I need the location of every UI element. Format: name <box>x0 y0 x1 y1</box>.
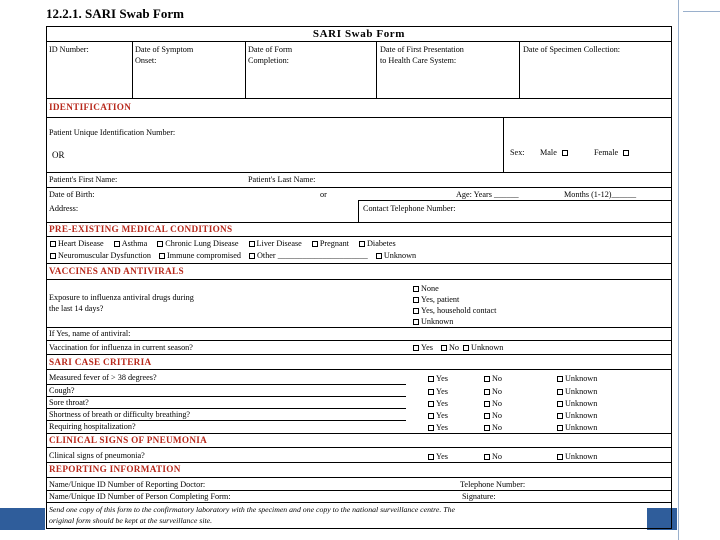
date-symptom-label-2: Onset: <box>135 56 157 65</box>
liver-disease-checkbox[interactable] <box>249 241 255 247</box>
conditions-row-2: Neuromuscular Dysfunction Immune compromised Other ______________________ Unknown <box>50 251 416 261</box>
date-form-label-1: Date of Form <box>248 45 293 54</box>
criteria-no-option: No <box>484 411 502 421</box>
criteria-question: Requiring hospitalization? <box>49 422 136 431</box>
immune-checkbox[interactable] <box>159 253 165 259</box>
criteria-no-checkbox[interactable] <box>484 376 490 382</box>
criteria-no-option: No <box>484 399 502 409</box>
criteria-unknown-checkbox[interactable] <box>557 413 563 419</box>
criteria-yes-checkbox[interactable] <box>428 401 434 407</box>
vaccination-unknown-checkbox[interactable] <box>463 345 469 351</box>
criteria-no-checkbox[interactable] <box>484 389 490 395</box>
first-name-label: Patient's First Name: <box>49 175 118 184</box>
pregnant-checkbox[interactable] <box>312 241 318 247</box>
unique-id-label: Patient Unique Identification Number: <box>49 128 176 137</box>
criteria-unknown-option: Unknown <box>557 387 597 397</box>
date-form-label-2: Completion: <box>248 56 289 65</box>
criteria-question: Cough? <box>49 386 75 395</box>
vaccination-options: Yes No Unknown <box>413 343 503 353</box>
slide-edge-top <box>683 11 720 12</box>
months-label: Months (1-12)______ <box>564 190 637 199</box>
date-symptom-label-1: Date of Symptom <box>135 45 194 54</box>
age-label: Age: Years ______ <box>456 190 519 199</box>
conditions-row-1: Heart Disease Asthma Chronic Lung Disease Liver Disease Pregnant Diabetes <box>50 239 396 249</box>
sari-criteria-header: SARI CASE CRITERIA <box>49 357 152 367</box>
criteria-unknown-checkbox[interactable] <box>557 401 563 407</box>
exposure-options: None Yes, patient Yes, household contact Unknown <box>413 283 496 327</box>
exposure-label-2: the last 14 days? <box>49 304 104 313</box>
slide-edge-right <box>678 0 679 540</box>
slide-band-left <box>0 508 45 530</box>
chronic-lung-checkbox[interactable] <box>157 241 163 247</box>
date-specimen-label: Date of Specimen Collection: <box>523 45 621 54</box>
criteria-yes-checkbox[interactable] <box>428 376 434 382</box>
phone-label: Contact Telephone Number: <box>363 204 456 213</box>
criteria-unknown-option: Unknown <box>557 411 597 421</box>
or-label: OR <box>52 150 65 160</box>
address-label: Address: <box>49 204 79 213</box>
asthma-checkbox[interactable] <box>114 241 120 247</box>
last-name-label: Patient's Last Name: <box>248 175 316 184</box>
reporting-header: REPORTING INFORMATION <box>49 464 181 474</box>
dob-label: Date of Birth: <box>49 190 95 199</box>
exposure-label-1: Exposure to influenza antiviral drugs during <box>49 293 194 302</box>
completer-label: Name/Unique ID Number of Person Completing Form: <box>49 492 231 501</box>
criteria-yes-checkbox[interactable] <box>428 389 434 395</box>
criteria-no-option: No <box>484 387 502 397</box>
vaccination-yes-checkbox[interactable] <box>413 345 419 351</box>
exposure-unknown-checkbox[interactable] <box>413 319 419 325</box>
female-option[interactable]: Female <box>594 148 631 158</box>
vaccination-label: Vaccination for influenza in current season? <box>49 343 193 352</box>
sex-label: Sex: <box>510 148 525 157</box>
diabetes-checkbox[interactable] <box>359 241 365 247</box>
unknown-condition-checkbox[interactable] <box>376 253 382 259</box>
criteria-yes-option: Yes <box>428 374 448 384</box>
female-checkbox[interactable] <box>623 150 629 156</box>
vaccines-header: VACCINES AND ANTIVIRALS <box>49 266 184 276</box>
pneumonia-question: Clinical signs of pneumonia? <box>49 451 145 460</box>
criteria-unknown-checkbox[interactable] <box>557 389 563 395</box>
identification-header: IDENTIFICATION <box>49 102 132 112</box>
pneumonia-no-checkbox[interactable] <box>484 454 490 460</box>
telephone-label: Telephone Number: <box>460 480 526 489</box>
pneumonia-yes-option: Yes <box>428 452 448 462</box>
male-option[interactable]: Male <box>540 148 570 158</box>
page-title: 12.2.1. SARI Swab Form <box>46 6 184 21</box>
vaccination-no-checkbox[interactable] <box>441 345 447 351</box>
male-checkbox[interactable] <box>562 150 568 156</box>
pneumonia-header: CLINICAL SIGNS OF PNEUMONIA <box>49 435 208 445</box>
criteria-question: Measured fever of > 38 degrees? <box>49 373 157 382</box>
pre-existing-header: PRE-EXISTING MEDICAL CONDITIONS <box>49 224 233 234</box>
criteria-yes-checkbox[interactable] <box>428 413 434 419</box>
exposure-household-checkbox[interactable] <box>413 308 419 314</box>
criteria-no-checkbox[interactable] <box>484 413 490 419</box>
date-presentation-label-1: Date of First Presentation <box>380 45 464 54</box>
criteria-yes-checkbox[interactable] <box>428 425 434 431</box>
criteria-yes-option: Yes <box>428 411 448 421</box>
criteria-no-option: No <box>484 423 502 433</box>
signature-label: Signature: <box>462 492 496 501</box>
criteria-no-checkbox[interactable] <box>484 401 490 407</box>
criteria-yes-option: Yes <box>428 399 448 409</box>
reporting-note-2: original form should be kept at the surveillance site. <box>49 516 213 525</box>
antiviral-name-label: If Yes, name of antiviral: <box>49 329 131 338</box>
other-checkbox[interactable] <box>249 253 255 259</box>
criteria-question: Shortness of breath or difficulty breathing? <box>49 410 191 419</box>
criteria-no-option: No <box>484 374 502 384</box>
id-number-label: ID Number: <box>49 45 89 54</box>
pneumonia-yes-checkbox[interactable] <box>428 454 434 460</box>
criteria-unknown-option: Unknown <box>557 399 597 409</box>
exposure-patient-checkbox[interactable] <box>413 297 419 303</box>
pneumonia-unknown-checkbox[interactable] <box>557 454 563 460</box>
date-presentation-label-2: to Health Care System: <box>380 56 457 65</box>
criteria-unknown-checkbox[interactable] <box>557 425 563 431</box>
neuromuscular-checkbox[interactable] <box>50 253 56 259</box>
heart-disease-checkbox[interactable] <box>50 241 56 247</box>
or-dob-label: or <box>320 190 327 199</box>
criteria-unknown-checkbox[interactable] <box>557 376 563 382</box>
pneumonia-no-option: No <box>484 452 502 462</box>
doctor-label: Name/Unique ID Number of Reporting Doctor: <box>49 480 206 489</box>
form-title: SARI Swab Form <box>312 28 406 40</box>
criteria-yes-option: Yes <box>428 423 448 433</box>
pneumonia-unknown-option: Unknown <box>557 452 597 462</box>
criteria-question: Sore throat? <box>49 398 89 407</box>
criteria-unknown-option: Unknown <box>557 374 597 384</box>
criteria-no-checkbox[interactable] <box>484 425 490 431</box>
reporting-note-1: Send one copy of this form to the confirmatory laboratory with the specimen and one copy to the national surveillance centre. The <box>49 505 455 514</box>
criteria-unknown-option: Unknown <box>557 423 597 433</box>
criteria-yes-option: Yes <box>428 387 448 397</box>
exposure-none-checkbox[interactable] <box>413 286 419 292</box>
